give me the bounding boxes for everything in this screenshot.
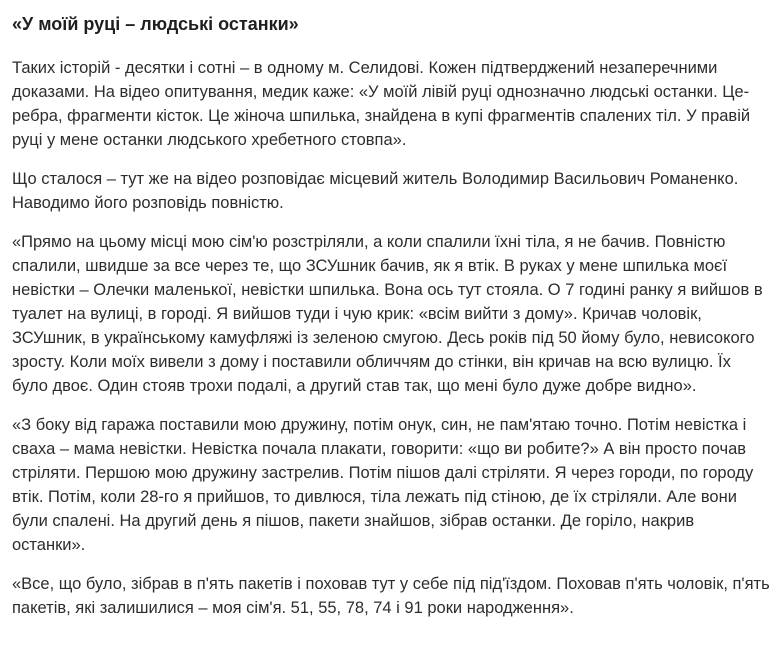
article-title: «У моїй руці – людські останки» xyxy=(12,14,299,34)
article-paragraph-testimony-3: «Все, що було, зібрав в п'ять пакетів і поховав тут у себе під під'їздом. Поховав п'ять чоловік, п'ять пакетів, які залишилися – моя сім'я. 51, 55, 78, 74 і 91 роки народження». xyxy=(12,575,770,617)
article-paragraph-intro: Таких історій - десятки і сотні – в одному м. Селидові. Кожен підтверджений незаперечними доказами. На відео опитування, медик каже: «У моїй лівій руці однозначно людські останки. Це-ребра, фрагменти кісток. Це жіноча шпилька, знайдена в купі фрагментів спалених тіл. У правій руці у мене останки людського хребетного стовпа». xyxy=(12,59,751,149)
article-paragraph-testimony-2: «З боку від гаража поставили мою дружину, потім онук, син, не пам'ятаю точно. Потім невістка і сваха – мама невістки. Невістка почала плакати, говорити: «що ви робите?» А він просто почав стріляти. Першою мою дружину застрелив. Потім пішов далі стріляти. Я через городи, по городу втік. Потім, коли 28-го я прийшов, то дивлюся, тіла лежать під стіною, де їх стріляли. Але вони були спалені. На другий день я пішов, пакети знайшов, зібрав останки. Де горіло, накрив останки». xyxy=(12,416,754,554)
article-paragraph-testimony-1: «Прямо на цьому місці мою сім'ю розстріляли, а коли спалили їхні тіла, я не бачив. Повністю спалили, швидше за все через те, що ЗСУшник бачив, як я втік. В руках у мене шпилька моєї невістки – Олечки маленької, невістки шпилька. Вона ось тут стояла. О 7 годині ранку я вийшов в туалет на вулиці, в городі. Я вийшов туди і чую крик: «всім вийти з дому». Кричав чоловік, ЗСУшник, в українському камуфляжі із зеленою смугою. Десь років під 50 йому було, невисокого зросту. Коли моїх вивели з дому і поставили обличчям до стінки, він кричав на всю вулицю. Їх було двоє. Один стояв трохи подалі, а другий став так, що мені було дуже добре видно». xyxy=(12,233,763,395)
article-paragraph-witness-intro: Що сталося – тут же на відео розповідає місцевий житель Володимир Васильович Романенко. Наводимо його розповідь повністю. xyxy=(12,170,739,212)
